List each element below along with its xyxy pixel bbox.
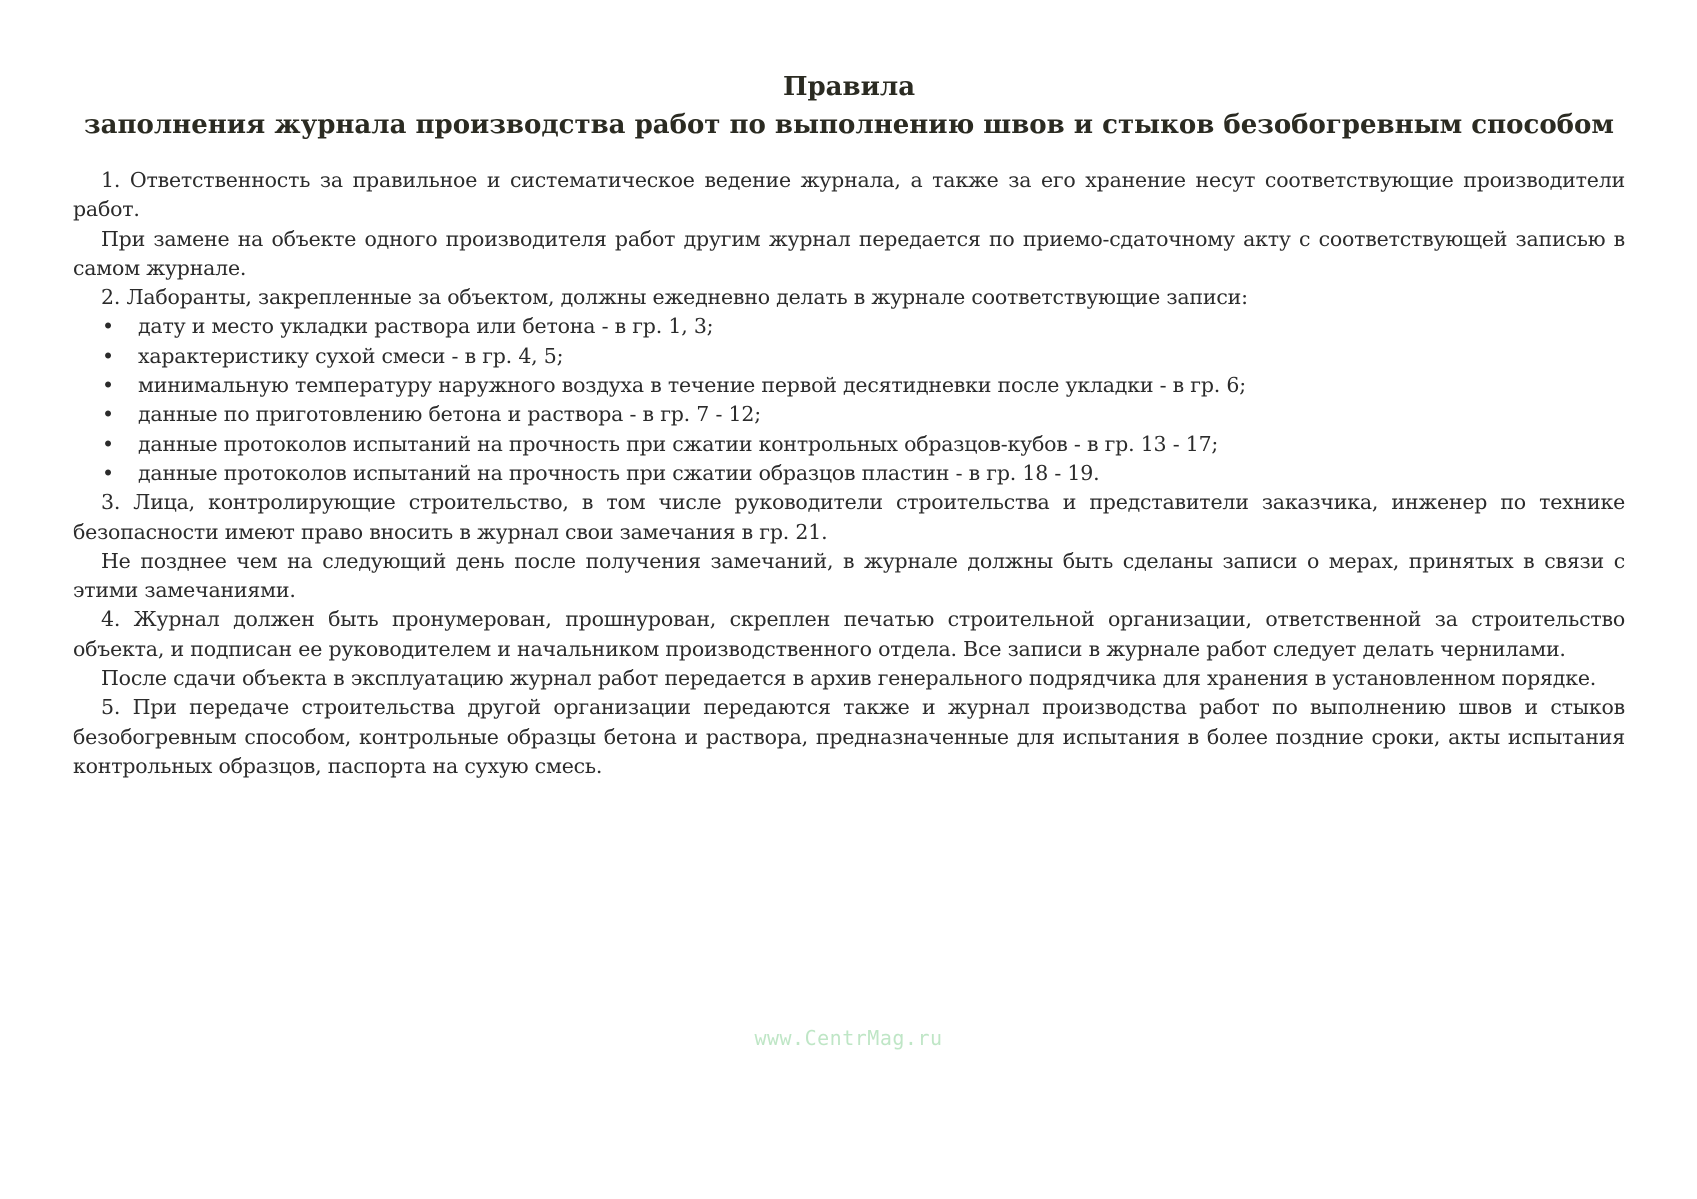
- list-item-text: характеристику сухой смеси - в гр. 4, 5;: [138, 343, 564, 368]
- bullet-icon: •: [102, 431, 114, 456]
- paragraph-2: 2. Лаборанты, закрепленные за объектом, должны ежедневно делать в журнале соответствующие записи:: [101, 285, 1248, 310]
- list-item: [73, 430, 1625, 459]
- document-title: Правила: [782, 72, 916, 102]
- list-item: [73, 459, 1625, 488]
- list-item-text: данные протоколов испытаний на прочность при сжатии контрольных образцов-кубов - в гр. 13 - 17;: [138, 431, 1219, 456]
- bullet-icon: •: [102, 460, 114, 485]
- list-item: [73, 312, 1625, 341]
- paragraph-4b: После сдачи объекта в эксплуатацию журнал работ передается в архив генерального подрядчика для хранения в установленном порядке.: [101, 666, 1597, 691]
- list-item-text: данные по приготовлению бетона и раствора - в гр. 7 - 12;: [138, 402, 761, 427]
- list-item-text: минимальную температуру наружного воздуха в течение первой десятидневки после укладки - в гр. 6;: [138, 373, 1246, 398]
- paragraph-1: 1. Ответственность за правильное и систематическое ведение журнала, а также за его хранение несут соответствующие производители работ.: [73, 168, 1625, 222]
- list-item: [73, 371, 1625, 400]
- list-item: [73, 342, 1625, 371]
- paragraph-3b: Не позднее чем на следующий день после получения замечаний, в журнале должны быть сделаны записи о мерах, принятых в связи с этими замечаниями.: [73, 548, 1625, 603]
- paragraph-1b: При замене на объекте одного производителя работ другим журнал передается по приемо-сдаточному акту с соответствующей записью в самом журнале.: [73, 226, 1625, 280]
- list-item-text: дату и место укладки раствора или бетона - в гр. 1, 3;: [138, 314, 714, 339]
- bullet-icon: •: [102, 314, 114, 339]
- document-page: [73, 68, 1625, 781]
- bullet-icon: •: [102, 373, 114, 398]
- records-list: [73, 312, 1625, 488]
- document-subtitle: заполнения журнала производства работ по выполнению швов и стыков безобогревным способом: [84, 110, 1614, 140]
- paragraph-5: 5. При передаче строительства другой организации передаются также и журнал производства работ по выполнению швов и стыков безобогревным способом, контрольные образцы бетона и раствора, предназначенные для испытания в более поздние сроки, акты испытания контрольных образцов, паспорта на сухую смесь.: [73, 695, 1625, 778]
- list-item: [73, 400, 1625, 429]
- list-item-text: данные протоколов испытаний на прочность при сжатии образцов пластин - в гр. 18 - 19.: [138, 460, 1100, 485]
- watermark-link[interactable]: www.CentrMag.ru: [754, 1026, 943, 1050]
- bullet-icon: •: [102, 343, 114, 368]
- bullet-icon: •: [102, 402, 114, 427]
- paragraph-4: 4. Журнал должен быть пронумерован, прошнурован, скреплен печатью строительной организации, ответственной за строительство объекта, и подписан ее руководителем и начальником производственного отдела. Все записи в журнале работ следует делать чернилами.: [73, 607, 1625, 661]
- paragraph-3: 3. Лица, контролирующие строительство, в том числе руководители строительства и представители заказчика, инженер по технике безопасности имеют право вносить в журнал свои замечания в гр. 21.: [73, 490, 1625, 544]
